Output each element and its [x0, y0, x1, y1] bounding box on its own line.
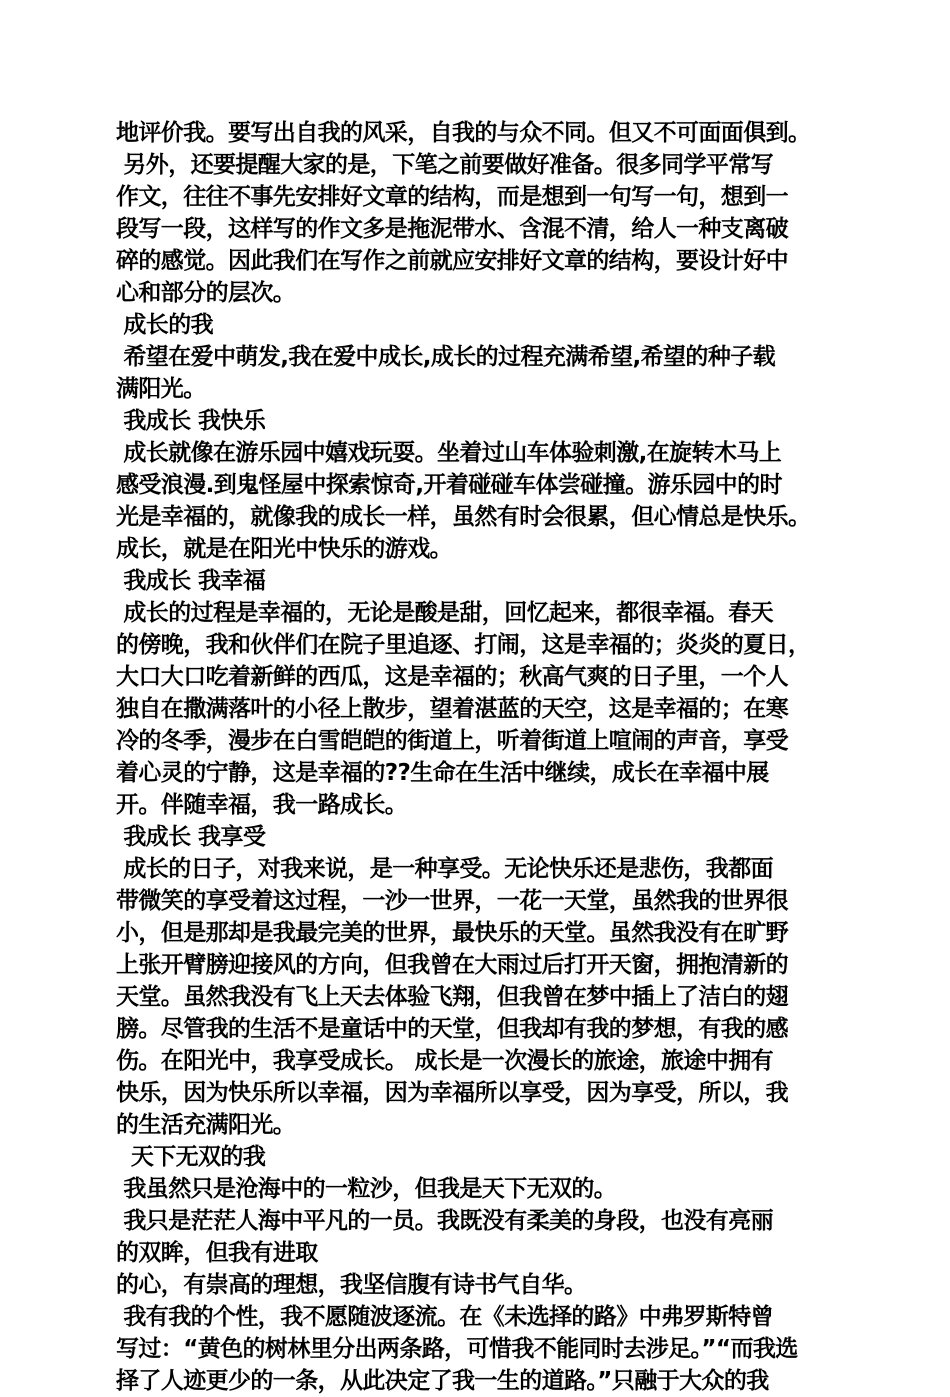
- text-line: 的心，有崇高的理想，我坚信腹有诗书气自华。: [116, 1272, 587, 1298]
- section-heading: 我成长 我快乐: [116, 408, 266, 434]
- section-heading: 我成长 我享受: [116, 824, 266, 850]
- text-line: 成长的日子，对我来说，是一种享受。无论快乐还是悲伤，我都面: [116, 856, 774, 882]
- text-line: 开。伴随幸福，我一路成长。: [116, 792, 408, 818]
- text-line: 的傍晚，我和伙伴们在院子里追逐、打闹，这是幸福的；炎炎的夏日，: [116, 632, 811, 658]
- text-line: 伤。在阳光中，我享受成长。 成长是一次漫长的旅途，旅途中拥有: [116, 1048, 774, 1074]
- section-heading: 我成长 我幸福: [116, 568, 266, 594]
- text-line: 小，但是那却是我最完美的世界，最快乐的天堂。虽然我没有在旷野: [116, 920, 789, 946]
- text-line: 我只是茫茫人海中平凡的一员。我既没有柔美的身段，也没有亮丽: [116, 1208, 774, 1234]
- text-line: 膀。尽管我的生活不是童话中的天堂，但我却有我的梦想，有我的感: [116, 1016, 789, 1042]
- text-line: 作文，往往不事先安排好文章的结构，而是想到一句写一句，想到一: [116, 184, 789, 210]
- text-line: 成长，就是在阳光中快乐的游戏。: [116, 536, 453, 562]
- text-line: 的生活充满阳光。: [116, 1112, 296, 1138]
- section-heading: 天下无双的我: [116, 1144, 266, 1170]
- section-heading: 成长的我: [116, 312, 214, 338]
- document-body: [116, 117, 856, 1397]
- text-line: 着心灵的宁静，这是幸福的??生命在生活中继续，成长在幸福中展: [116, 760, 769, 786]
- text-line: 希望在爱中萌发,我在爱中成长,成长的过程充满希望,希望的种子载: [116, 344, 776, 370]
- text-line: 段写一段，这样写的作文多是拖泥带水、含混不清，给人一种支离破: [116, 216, 789, 242]
- text-line: 的双眸，但我有进取: [116, 1240, 318, 1266]
- text-line: 另外，还要提醒大家的是，下笔之前要做好准备。很多同学平常写: [116, 152, 774, 178]
- text-line: 带微笑的享受着这过程，一沙一世界，一花一天堂，虽然我的世界很: [116, 888, 789, 914]
- text-line: 地评价我。要写出自我的风采，自我的与众不同。但又不可面面俱到。: [116, 120, 811, 146]
- text-line: 心和部分的层次。: [116, 280, 296, 306]
- text-line: 天堂。虽然我没有飞上天去体验飞翔，但我曾在梦中插上了洁白的翅: [116, 984, 789, 1010]
- text-line: 冷的冬季，漫步在白雪皑皑的街道上，听着街道上喧闹的声音，享受: [116, 728, 789, 754]
- text-line: 碎的感觉。因此我们在写作之前就应安排好文章的结构，要设计好中: [116, 248, 789, 274]
- text-line: 光是幸福的，就像我的成长一样，虽然有时会很累，但心情总是快乐。: [116, 504, 811, 530]
- text-line: 感受浪漫.到鬼怪屋中探索惊奇,开着碰碰车体尝碰撞。游乐园中的时: [116, 472, 782, 498]
- text-line: 成长就像在游乐园中嬉戏玩耍。坐着过山车体验刺激,在旋转木马上: [116, 440, 782, 466]
- text-line: 写过：“黄色的树林里分出两条路，可惜我不能同时去涉足。”“而我选: [116, 1336, 798, 1362]
- text-line: 大口大口吃着新鲜的西瓜，这是幸福的；秋高气爽的日子里，一个人: [116, 664, 789, 690]
- text-line: 上张开臂膀迎接风的方向，但我曾在大雨过后打开天窗，拥抱清新的: [116, 952, 789, 978]
- text-line: 成长的过程是幸福的，无论是酸是甜，回忆起来，都很幸福。春天: [116, 600, 774, 626]
- text-line: 独自在撒满落叶的小径上散步，望着湛蓝的天空，这是幸福的；在寒: [116, 696, 789, 722]
- text-line: 满阳光。: [116, 376, 206, 402]
- text-line: 择了人迹更少的一条，从此决定了我一生的道路。”只融于大众的我: [116, 1368, 769, 1394]
- text-line: 我虽然只是沧海中的一粒沙，但我是天下无双的。: [116, 1176, 617, 1202]
- text-line: 快乐，因为快乐所以幸福，因为幸福所以享受，因为享受，所以，我: [116, 1080, 789, 1106]
- text-line: 我有我的个性，我不愿随波逐流。在《未选择的路》中弗罗斯特曾: [116, 1304, 774, 1330]
